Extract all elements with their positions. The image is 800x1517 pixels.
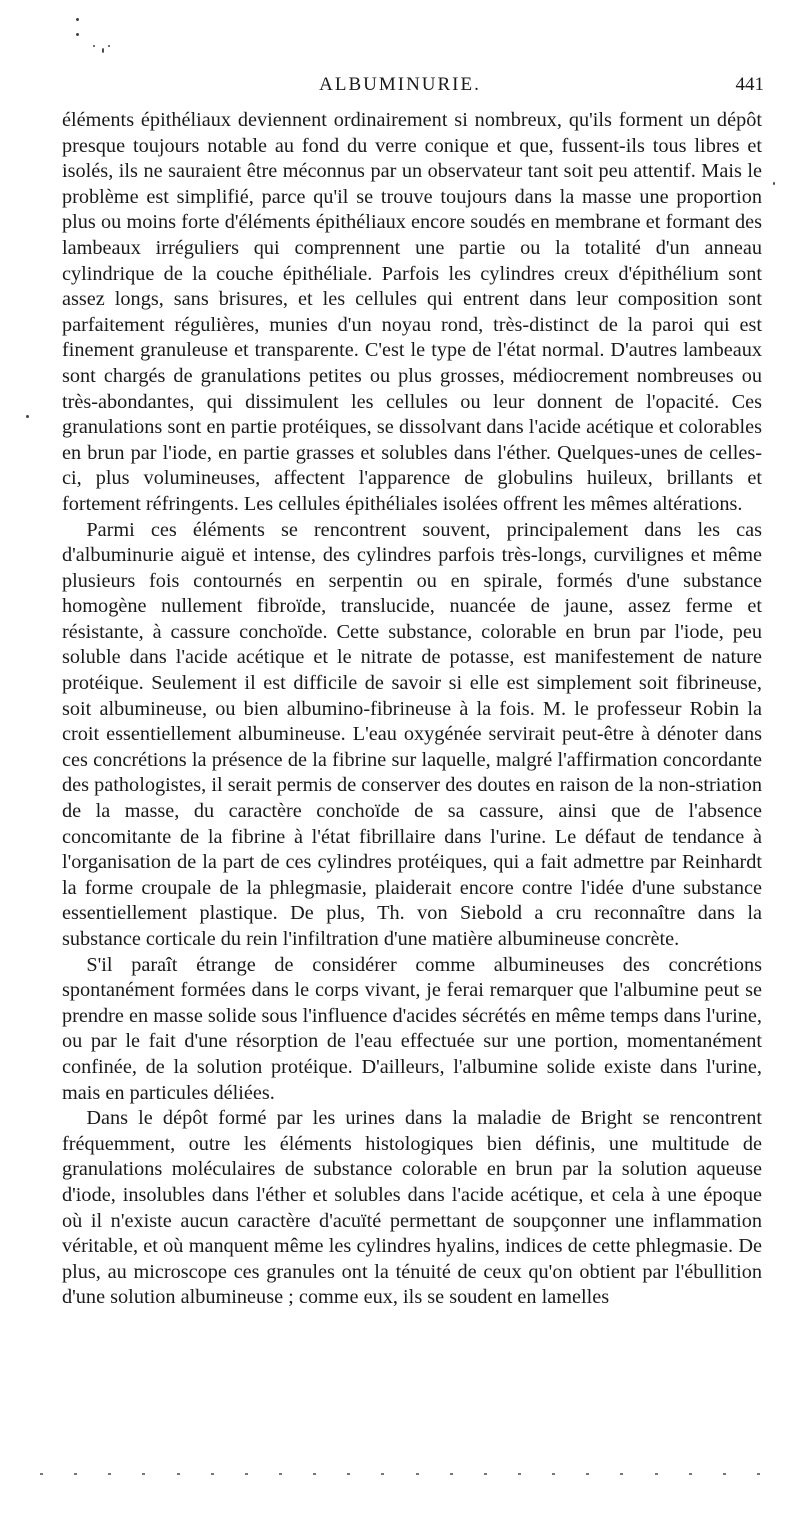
- paragraph-4: Dans le dépôt formé par les urines dans la maladie de Bright se rencontrent fréquemment, outre les éléments histologiques bien définis, une multitude de granulations moléculaires de substance colorable en brun par la solution aqueuse d'iode, insolubles dans l'éther et solubles dans l'acide acétique, et cela à une époque où il n'existe aucun caractère d'acuïté permettant de soupçonner une inflammation véritable, et où manquent même les cylindres hyalins, indices de cette phlegmasie. De plus, au microscope ces granules ont la ténuité de ceux qu'on obtient par l'ébullition d'une solution albumineuse ; comme eux, ils se soudent en lamelles: [62, 1107, 762, 1309]
- paragraph-2: Parmi ces éléments se rencontrent souvent, principalement dans les cas d'albuminurie aiguë et intense, des cylindres parfois très-longs, curvilignes et même plusieurs fois contournés en serpentin ou en spirale, formés d'une substance homogène nullement fibroïde, translucide, nuancée de jaune, assez ferme et résistante, à cassure conchoïde. Cette substance, colorable en brun par l'iode, peu soluble dans l'acide acétique et le nitrate de potasse, est manifestement de nature protéique. Seulement il est difficile de savoir si elle est simplement soit fibrineuse, soit albumineuse, ou bien albumino-fibrineuse à la fois. M. le professeur Robin la croit essentiellement albumineuse. L'eau oxygénée servirait peut-être à dénoter dans ces concrétions la présence de la fibrine sur laquelle, malgré l'affirmation concordante des pathologistes, il serait permis de conserver des doutes en raison de la non-striation de la masse, du caractère conchoïde de sa cassure, ainsi que de l'absence concomitante de la fibrine à l'état fibrillaire dans l'urine. Le défaut de tendance à l'organisation de la part de ces cylindres protéiques, qui a fait admettre par Reinhardt la forme croupale de la phlegmasie, plaiderait encore contre l'idée d'une substance essentiellement plastique. De plus, Th. von Siebold a cru reconnaître dans la substance corticale du rein l'infiltration d'une matière albumineuse concrète.: [62, 518, 762, 950]
- paragraph-3: S'il paraît étrange de considérer comme albumineuses des concrétions spontanément formées dans le corps vivant, je ferai remarquer que l'albumine peut se prendre en masse solide sous l'influence d'acides sécrétés en même temps dans l'urine, ou par le fait d'une résorption de l'eau effectuée sur une portion, momentanément confinée, de la solution protéique. D'ailleurs, l'albumine solide existe dans l'urine, mais en particules déliées.: [62, 953, 762, 1104]
- bottom-scan-marks: [40, 1473, 760, 1477]
- body-text: [62, 108, 762, 1311]
- page-header: [0, 74, 800, 104]
- paragraph-1: éléments épithéliaux deviennent ordinairement si nombreux, qu'ils forment un dépôt presque toujours notable au fond du verre conique et que, fussent-ils tous libres et isolés, ils ne sauraient être méconnus par un observateur tant soit peu attentif. Mais le problème est simplifié, parce qu'il se trouve toujours dans la masse une proportion plus ou moins forte d'éléments épithéliaux encore soudés en membrane et formant des lambeaux irréguliers qui comprennent une partie ou la totalité d'un anneau cylindrique de la couche épithéliale. Parfois les cylindres creux d'épithélium sont assez longs, sans brisures, et les cellules qui entrent dans leur composition sont parfaitement régulières, munies d'un noyau rond, très-distinct de la paroi qui est finement granuleuse et transparente. C'est le type de l'état normal. D'autres lambeaux sont chargés de granulations petites ou plus grosses, médiocrement nombreuses ou très-abondantes, qui dissimulent les cellules ou leur donnent de l'opacité. Ces granulations sont en partie protéiques, se dissolvant dans l'acide acétique et colorables en brun par l'iode, en partie grasses et solubles dans l'éther. Quelques-unes de celles-ci, plus volumineuses, affectent l'apparence de globulins huileux, brillants et fortement réfringents. Les cellules épithéliales isolées offrent les mêmes altérations.: [62, 109, 762, 515]
- running-title: ALBUMINURIE.: [319, 74, 481, 95]
- page-number: 441: [735, 74, 764, 95]
